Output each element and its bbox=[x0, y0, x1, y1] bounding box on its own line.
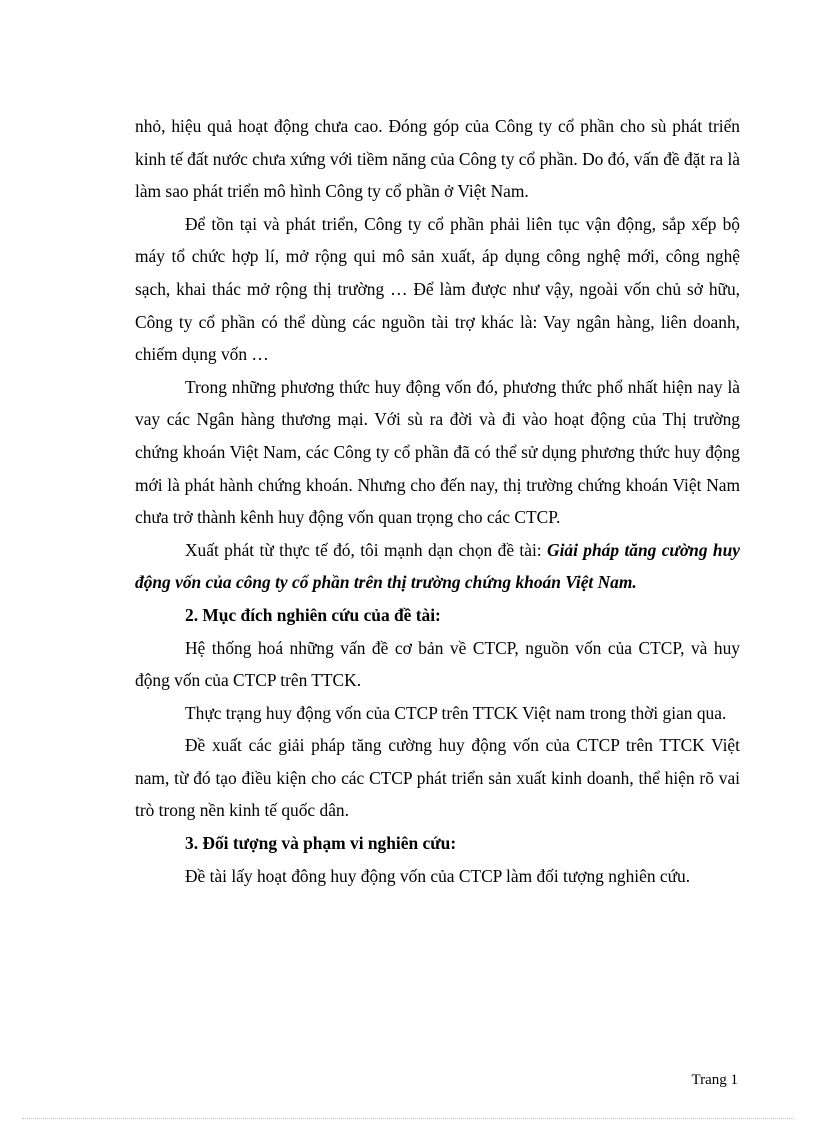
paragraph-development: Để tồn tại và phát triển, Công ty cổ phần phải liên tục vận động, sắp xếp bộ máy tổ chức hợp lí, mở rộng qui mô sản xuất, áp dụng công nghệ mới, công nghệ sạch, khai thác mở rộng thị trường … Để làm được như vậy, ngoài vốn chủ sở hữu, Công ty cổ phần có thể dùng các nguồn tài trợ khác là: Vay ngân hàng, liên doanh, chiếm dụng vốn … bbox=[135, 213, 740, 365]
section-heading-scope: 3. Đối tượng và phạm vi nghiên cứu: bbox=[185, 833, 457, 854]
topic-lead-text: Xuất phát từ thực tế đó, tôi mạnh dạn chọn đề tài: bbox=[185, 539, 548, 560]
paragraph-intro-continued: nhỏ, hiệu quả hoạt động chưa cao. Đóng góp của Công ty cổ phần cho sù phát triển kinh tế đất nước chưa xứng với tiềm năng của Công ty cổ phần. Do đó, vấn đề đặt ra là làm sao phát triển mô hình Công ty cổ phần ở Việt Nam. bbox=[135, 116, 740, 202]
paragraph-purpose-2: Thực trạng huy động vốn của CTCP trên TTCK Việt nam trong thời gian qua. bbox=[185, 702, 727, 723]
paragraph-purpose-1: Hệ thống hoá những vấn đề cơ bản về CTCP, nguồn vốn của CTCP, và huy động vốn của CTCP trên TTCK. bbox=[135, 637, 740, 691]
page-bottom-divider bbox=[22, 1118, 794, 1119]
section-heading-purpose: 2. Mục đích nghiên cứu của đề tài: bbox=[185, 604, 441, 625]
paragraph-scope: Đề tài lấy hoạt đông huy động vốn của CTCP làm đối tượng nghiên cứu. bbox=[185, 865, 691, 886]
topic-title: Giải pháp tăng cường huy động vốn của công ty cổ phần trên thị trường chứng khoán Việt Nam. bbox=[135, 539, 740, 593]
paragraph-purpose-3: Đề xuất các giải pháp tăng cường huy động vốn của CTCP trên TTCK Việt nam, từ đó tạo điều kiện cho các CTCP phát triển sản xuất kinh doanh, thể hiện rõ vai trò trong nền kinh tế quốc dân. bbox=[135, 735, 740, 821]
page-number: Trang 1 bbox=[691, 1072, 738, 1088]
paragraph-capital-methods: Trong những phương thức huy động vốn đó, phương thức phổ nhất hiện nay là vay các Ngân hàng thương mại. Với sù ra đời và đi vào hoạt động của Thị trường chứng khoán Việt Nam, các Công ty cổ phần đã có thể sử dụng phương thức huy động mới là phát hành chứng khoán. Nhưng cho đến nay, thị trường chứng khoán Việt Nam chưa trở thành kênh huy động vốn quan trọng cho các CTCP. bbox=[135, 376, 740, 528]
document-page bbox=[135, 110, 740, 892]
paragraph-topic-choice bbox=[135, 534, 740, 599]
